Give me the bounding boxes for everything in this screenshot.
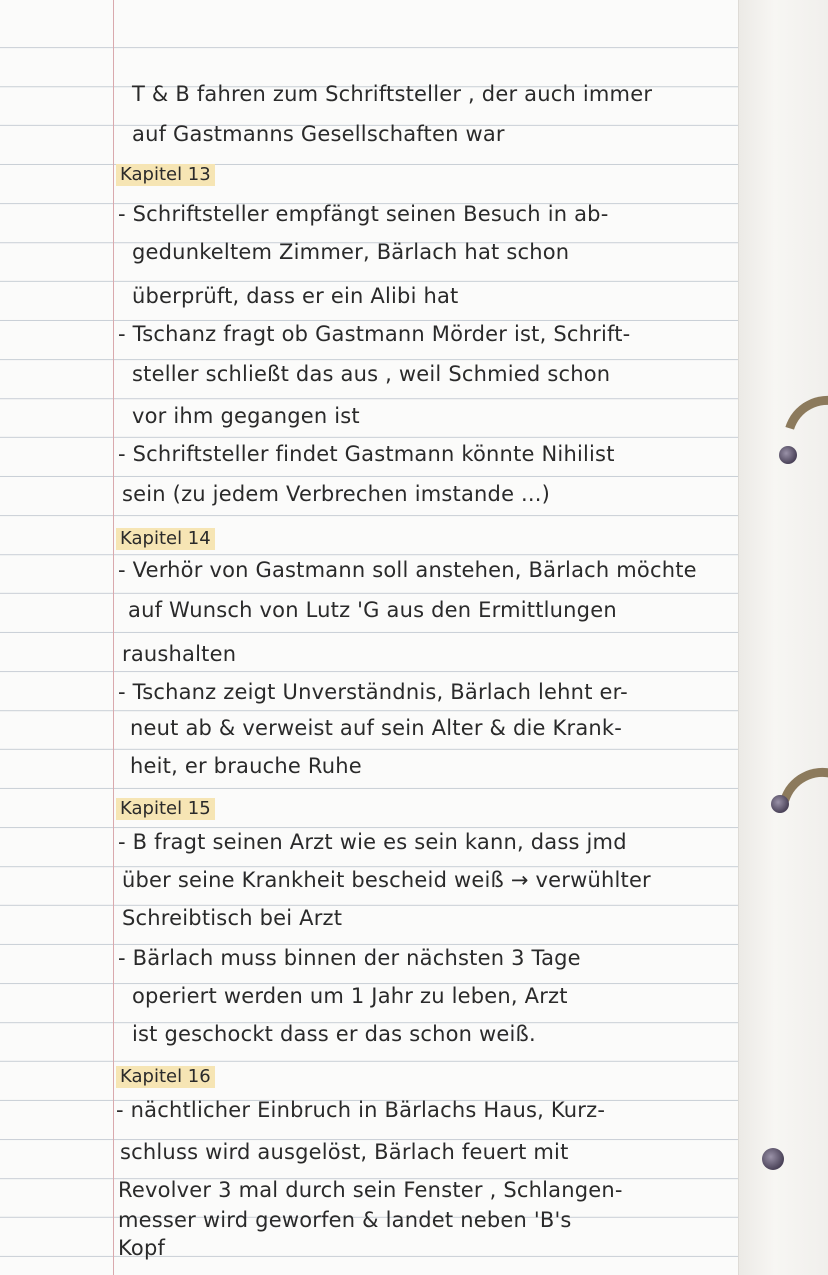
- note-line: - Schriftsteller empfängt seinen Besuch in ab-: [118, 202, 609, 226]
- note-line: - B fragt seinen Arzt wie es sein kann, dass jmd: [118, 830, 627, 854]
- punch-hole: [779, 446, 797, 464]
- note-line: heit, er brauche Ruhe: [130, 754, 362, 778]
- note-line: schluss wird ausgelöst, Bärlach feuert mit: [120, 1140, 569, 1164]
- note-line: - Verhör von Gastmann soll anstehen, Bärlach möchte: [118, 558, 697, 582]
- note-line: gedunkeltem Zimmer, Bärlach hat schon: [132, 240, 570, 264]
- note-line: - Bärlach muss binnen der nächsten 3 Tage: [118, 946, 581, 970]
- note-line: - Schriftsteller findet Gastmann könnte Nihilist: [118, 442, 615, 466]
- note-line: überprüft, dass er ein Alibi hat: [132, 284, 459, 308]
- chapter-heading: Kapitel 14: [116, 528, 215, 550]
- note-line: raushalten: [122, 642, 237, 666]
- note-line: T & B fahren zum Schriftsteller , der auch immer: [132, 82, 653, 106]
- note-line: neut ab & verweist auf sein Alter & die Krank-: [130, 716, 623, 740]
- note-line: sein (zu jedem Verbrechen imstande ...): [122, 482, 551, 506]
- note-line: Schreibtisch bei Arzt: [122, 906, 343, 930]
- punch-hole: [771, 795, 789, 813]
- note-line: ist geschockt dass er das schon weiß.: [132, 1022, 536, 1046]
- page-edge: [738, 0, 828, 1275]
- note-line: - Tschanz zeigt Unverständnis, Bärlach lehnt er-: [118, 680, 628, 704]
- note-line: über seine Krankheit bescheid weiß → verwühlter: [122, 868, 651, 892]
- chapter-heading: Kapitel 15: [116, 798, 215, 820]
- chapter-heading: Kapitel 16: [116, 1066, 215, 1088]
- note-line: auf Wunsch von Lutz 'G aus den Ermittlungen: [128, 598, 617, 622]
- note-line: - nächtlicher Einbruch in Bärlachs Haus, Kurz-: [116, 1098, 606, 1122]
- note-line: operiert werden um 1 Jahr zu leben, Arzt: [132, 984, 568, 1008]
- note-line: Revolver 3 mal durch sein Fenster , Schlangen-: [118, 1178, 623, 1202]
- note-line: Kopf: [118, 1236, 166, 1260]
- note-line: steller schließt das aus , weil Schmied schon: [132, 362, 611, 386]
- note-line: auf Gastmanns Gesellschaften war: [132, 122, 505, 146]
- note-line: messer wird geworfen & landet neben 'B's: [118, 1208, 572, 1232]
- note-line: - Tschanz fragt ob Gastmann Mörder ist, Schrift-: [118, 322, 631, 346]
- note-line: vor ihm gegangen ist: [132, 404, 360, 428]
- chapter-heading: Kapitel 13: [116, 164, 215, 186]
- punch-hole: [762, 1148, 784, 1170]
